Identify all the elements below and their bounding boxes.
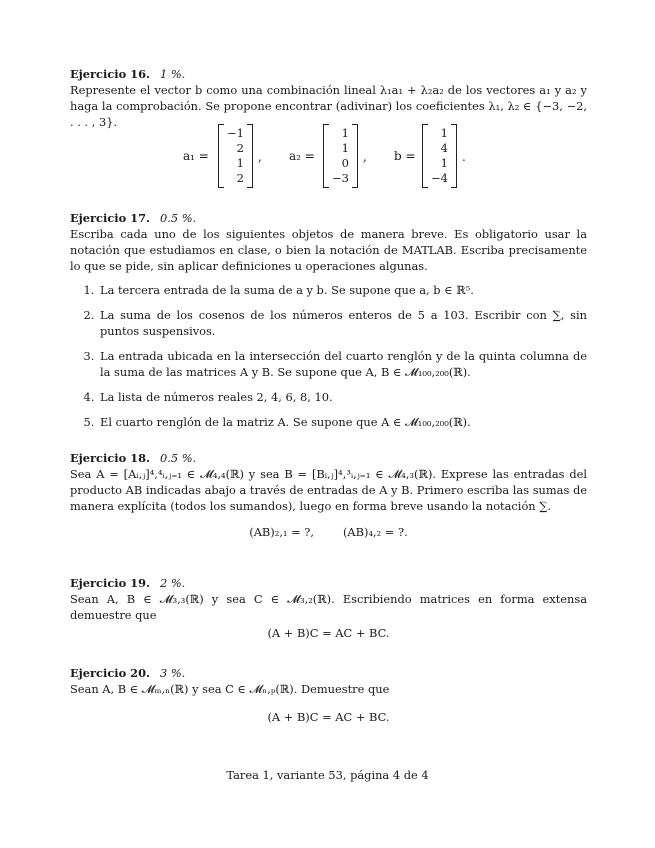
vector-row xyxy=(0,124,655,190)
vector-b-punct: . xyxy=(462,150,466,164)
exercise-18-header xyxy=(70,450,587,466)
exercise-17-weight: 0.5 %. xyxy=(159,211,197,225)
exercise-16 xyxy=(70,66,587,130)
vector-a1-punct: , xyxy=(258,150,262,164)
vector-a1-entry: −1 xyxy=(227,126,244,140)
list-item: 1. La tercera entrada de la suma de a y b. Se supone que a, b ∈ ℝ⁵. xyxy=(98,282,587,298)
vector-a1-entry: 2 xyxy=(236,171,244,185)
vector-b-label: b = xyxy=(394,149,416,163)
vector-b-entry: 1 xyxy=(440,126,448,140)
exercise-17-header xyxy=(70,210,587,226)
list-item: 4. La lista de números reales 2, 4, 6, 8, 10. xyxy=(98,389,587,405)
exercise-18-formula: (AB)₂,₁ = ?, (AB)₄,₂ = ?. xyxy=(249,525,408,539)
exercise-20-title: Ejercicio 20. xyxy=(70,666,150,680)
exercise-19 xyxy=(70,575,587,641)
vector-b-entry: 4 xyxy=(440,141,448,155)
exercise-16-header xyxy=(70,66,587,82)
exercise-18-weight: 0.5 %. xyxy=(159,451,197,465)
exercise-18-title: Ejercicio 18. xyxy=(70,451,150,465)
vector-a1-entry: 1 xyxy=(236,156,244,170)
exercise-18-text: Sea A = [Aᵢ,ⱼ]⁴,⁴ᵢ,ⱼ₌₁ ∈ 𝓜₄,₄(ℝ) y sea B = [Bᵢ,ⱼ]⁴,³ᵢ,ⱼ₌₁ ∈ 𝓜₄,₃(ℝ). Exprese las entradas del producto AB indicadas abajo a través de entradas de A y B. Primero escriba las sumas de manera explícita (todos los sumandos), luego en forma breve usando la notación ∑. xyxy=(70,467,587,513)
right-bracket xyxy=(247,124,253,188)
vector-a2-entry: 0 xyxy=(341,156,349,170)
exercise-20-formula: (A + B)C = AC + BC. xyxy=(267,710,390,724)
exercise-19-header xyxy=(70,575,587,591)
list-item: 2. La suma de los cosenos de los números enteros de 5 a 103. Escribir con ∑, sin puntos suspensivos. xyxy=(98,307,587,339)
exercise-16-text: Represente el vector b como una combinación lineal λ₁a₁ + λ₂a₂ de los vectores a₁ y a₂ y haga la comprobación. Se propone encontrar (adivinar) los coeficientes λ₁, λ₂ ∈ {−3, −2, . . . , 3}. xyxy=(70,83,587,129)
exercise-20-header xyxy=(70,665,587,681)
exercise-16-weight: 1 %. xyxy=(159,67,186,81)
vector-b-entry: 1 xyxy=(440,156,448,170)
right-bracket xyxy=(451,124,457,188)
exercise-17-text: Escriba cada uno de los siguientes objetos de manera breve. Es obligatorio usar la notación que estudiamos en clase, o bien la notación de MATLAB. Escriba precisamente lo que se pide, sin aplicar definiciones u operaciones algunas. xyxy=(70,227,587,273)
exercise-20 xyxy=(70,665,587,725)
vector-a2-punct: , xyxy=(363,150,367,164)
exercise-20-text: Sean A, B ∈ 𝓜ₘ,ₙ(ℝ) y sea C ∈ 𝓜ₙ,ₚ(ℝ). Demuestre que xyxy=(70,682,390,696)
right-bracket xyxy=(352,124,358,188)
exercise-19-title: Ejercicio 19. xyxy=(70,576,150,590)
exercise-17 xyxy=(70,210,587,439)
vector-a1-label: a₁ = xyxy=(183,149,209,163)
list-item: 3. La entrada ubicada en la intersección del cuarto renglón y de la quinta columna de la suma de las matrices A y B. Se supone que A, B ∈ 𝓜₁₀₀,₂₀₀(ℝ). xyxy=(98,348,587,380)
exercise-16-title: Ejercicio 16. xyxy=(70,67,150,81)
exercise-20-weight: 3 %. xyxy=(159,666,186,680)
vector-a2-entry: 1 xyxy=(341,126,349,140)
exercise-17-title: Ejercicio 17. xyxy=(70,211,150,225)
exercise-19-formula: (A + B)C = AC + BC. xyxy=(267,626,390,640)
vector-b-entry: −4 xyxy=(431,171,448,185)
vector-a1-entry: 2 xyxy=(236,141,244,155)
vector-a2-label: a₂ = xyxy=(289,149,315,163)
vector-a2-entry: 1 xyxy=(341,141,349,155)
vector-a2-entry: −3 xyxy=(332,171,349,185)
exercise-18 xyxy=(70,450,587,540)
exercise-19-weight: 2 %. xyxy=(159,576,186,590)
exercise-17-list xyxy=(70,282,587,430)
exercise-19-text: Sean A, B ∈ 𝓜₃,₃(ℝ) y sea C ∈ 𝓜₃,₂(ℝ). Escribiendo matrices en forma extensa demuestre que xyxy=(70,592,587,622)
page-footer: Tarea 1, variante 53, página 4 de 4 xyxy=(226,768,429,782)
list-item: 5. El cuarto renglón de la matriz A. Se supone que A ∈ 𝓜₁₀₀,₂₀₀(ℝ). xyxy=(98,414,587,430)
